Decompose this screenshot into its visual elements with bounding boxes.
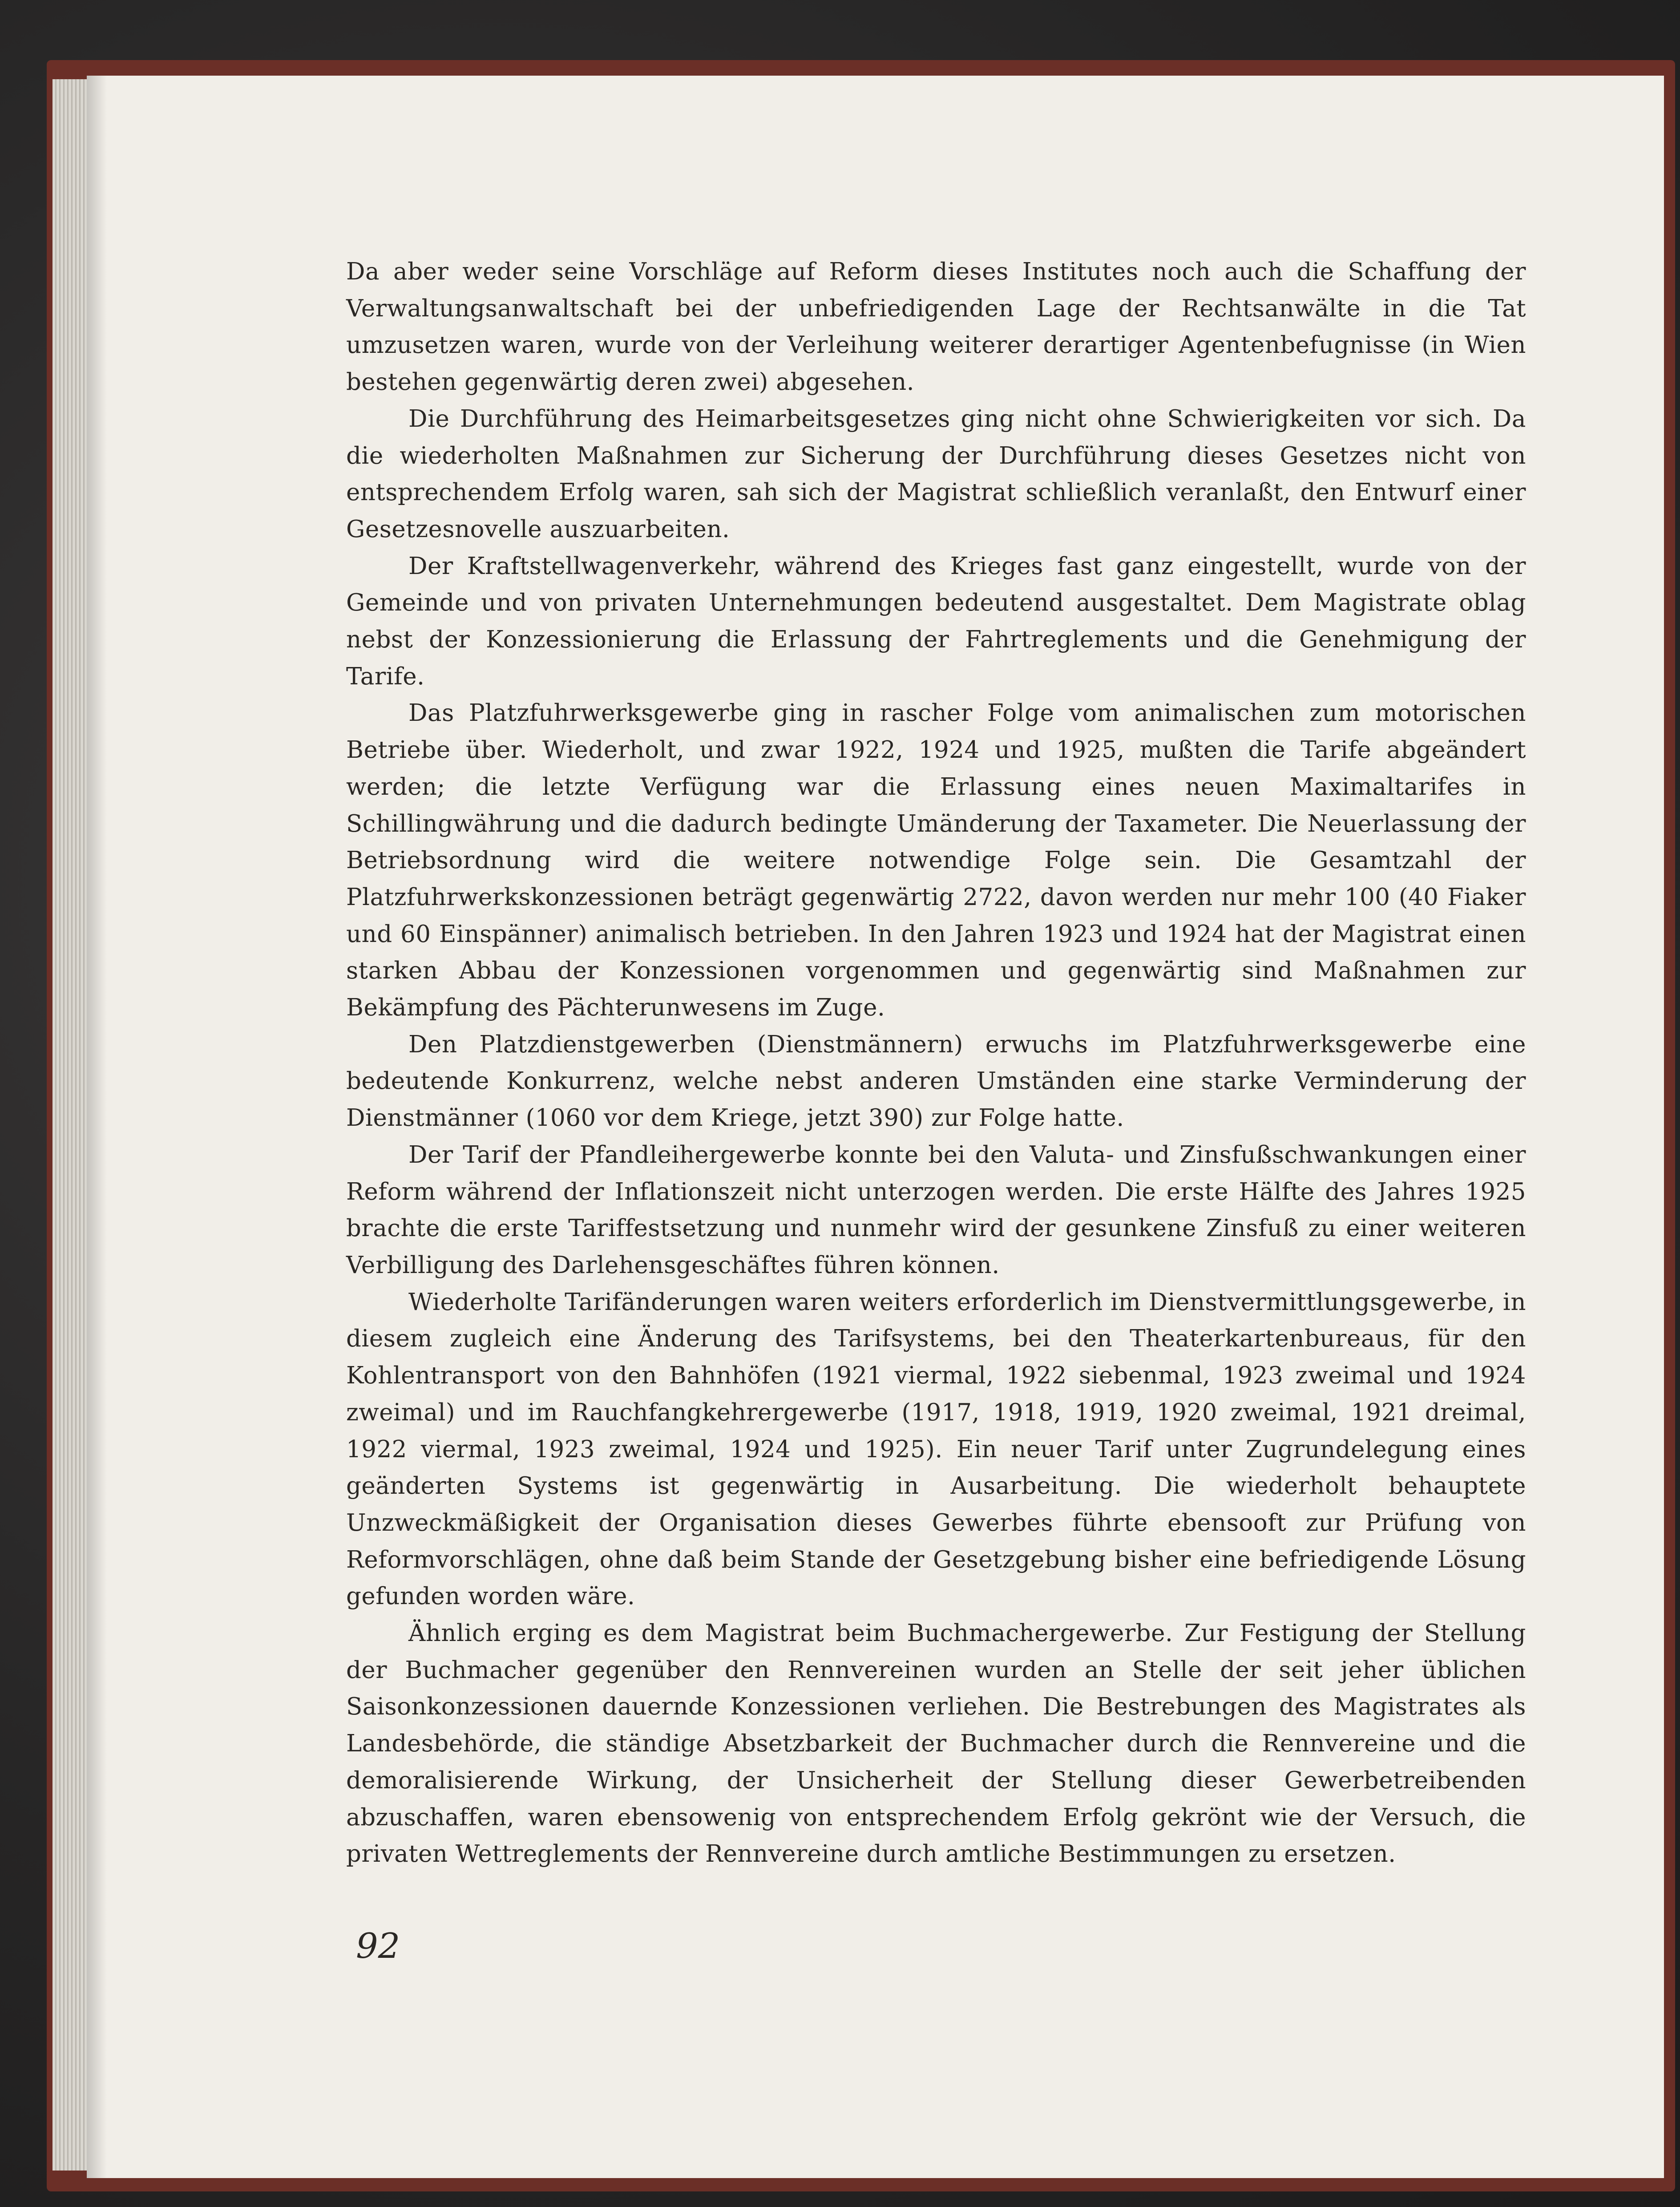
paragraph-heimarbeit: Die Durchführung des Heimarbeitsgesetzes ging nicht ohne Schwierigkeiten vor sich. Da die wiederholten Maßnahmen zur Sicherung der Durchführung dieses Gesetzes nicht von entsprechendem Erfolg waren, sah sich der Magistrat schließlich veranlaßt, den Entwurf einer Gesetzesnovelle auszuarbeiten. <box>346 405 1526 543</box>
body-text <box>346 254 1526 1873</box>
paragraph-buchmacher: Ähnlich erging es dem Magistrat beim Buchmachergewerbe. Zur Festigung der Stellung der Buchmacher gegenüber den Rennvereinen wurden an Stelle der seit jeher üblichen Saisonkonzessionen dauernde Konzessionen verliehen. Die Bestrebungen des Magistrates als Landesbehörde, die ständige Absetzbarkeit der Buchmacher durch die Rennvereine und die demoralisierende Wirkung, der Unsicherheit der Stellung dieser Gewerbetreibenden abzuschaffen, waren ebensowenig von entsprechendem Erfolg gekrönt wie der Versuch, die privaten Wettreglements der Rennvereine durch amtliche Bestimmungen zu ersetzen. <box>346 1620 1526 1868</box>
paragraph-tarifaenderungen: Wiederholte Tarifänderungen waren weiters erforderlich im Dienstvermittlungsgewerbe, in diesem zugleich eine Änderung des Tarifsystems, bei den Theaterkartenbureaus, für den Kohlentransport von den Bahnhöfen (1921 viermal, 1922 siebenmal, 1923 zweimal und 1924 zweimal) und im Rauchfangkehrergewerbe (1917, 1918, 1919, 1920 zweimal, 1921 dreimal, 1922 viermal, 1923 zweimal, 1924 und 1925). Ein neuer Tarif unter Zugrundelegung eines geänderten Systems ist gegenwärtig in Ausarbeitung. Die wiederholt behauptete Unzweckmäßigkeit der Organisation dieses Gewerbes führte ebensooft zur Prüfung von Reformvorschlägen, ohne daß beim Stande der Gesetzgebung bisher eine befriedigende Lösung gefunden worden wäre. <box>346 1288 1526 1610</box>
paragraph-kraftstellwagen: Der Kraftstellwagenverkehr, während des Krieges fast ganz eingestellt, wurde von der Gemeinde und von privaten Unternehmungen bedeutend ausgestaltet. Dem Magistrate oblag nebst der Konzessionierung die Erlassung der Fahrtreglements und die Genehmigung der Tarife. <box>346 552 1526 690</box>
page-number: 92 <box>356 1926 400 1966</box>
gutter-shadow <box>87 76 107 2178</box>
page-stack-edges <box>52 79 88 2171</box>
paragraph-agenten: Da aber weder seine Vorschläge auf Reform dieses Institutes noch auch die Schaffung der Verwaltungsanwaltschaft bei der unbefriedigenden Lage der Rechtsanwälte in die Tat umzusetzen waren, wurde von der Verleihung weiterer derartiger Agentenbefugnisse (in Wien bestehen gegenwärtig deren zwei) abgesehen. <box>346 258 1526 396</box>
paragraph-platzdienst: Den Platzdienstgewerben (Dienstmännern) erwuchs im Platzfuhrwerksgewerbe eine bedeutende Konkurrenz, welche nebst anderen Umständen eine starke Verminderung der Dienstmänner (1060 vor dem Kriege, jetzt 390) zur Folge hatte. <box>346 1031 1526 1132</box>
paragraph-pfandleiher: Der Tarif der Pfandleihergewerbe konnte bei den Valuta- und Zinsfußschwankungen einer Reform während der Inflationszeit nicht unterzogen werden. Die erste Hälfte des Jahres 1925 brachte die erste Tariffestsetzung und nunmehr wird der gesunkene Zinsfuß zu einer weiteren Verbilligung des Darlehensgeschäftes führen können. <box>346 1141 1526 1279</box>
paragraph-platzfuhrwerk: Das Platzfuhrwerksgewerbe ging in rascher Folge vom animalischen zum motorischen Betriebe über. Wiederholt, und zwar 1922, 1924 und 1925, mußten die Tarife abgeändert werden; die letzte Verfügung war die Erlassung eines neuen Maximaltarifes in Schillingwährung und die dadurch bedingte Umänderung der Taxameter. Die Neuerlassung der Betriebsordnung wird die weitere notwendige Folge sein. Die Gesamtzahl der Platzfuhrwerkskonzessionen beträgt gegenwärtig 2722, davon werden nur mehr 100 (40 Fiaker und 60 Einspänner) animalisch betrieben. In den Jahren 1923 und 1924 hat der Magistrat einen starken Abbau der Konzessionen vorgenommen und gegenwärtig sind Maßnahmen zur Bekämpfung des Pächterunwesens im Zuge. <box>346 699 1526 1022</box>
